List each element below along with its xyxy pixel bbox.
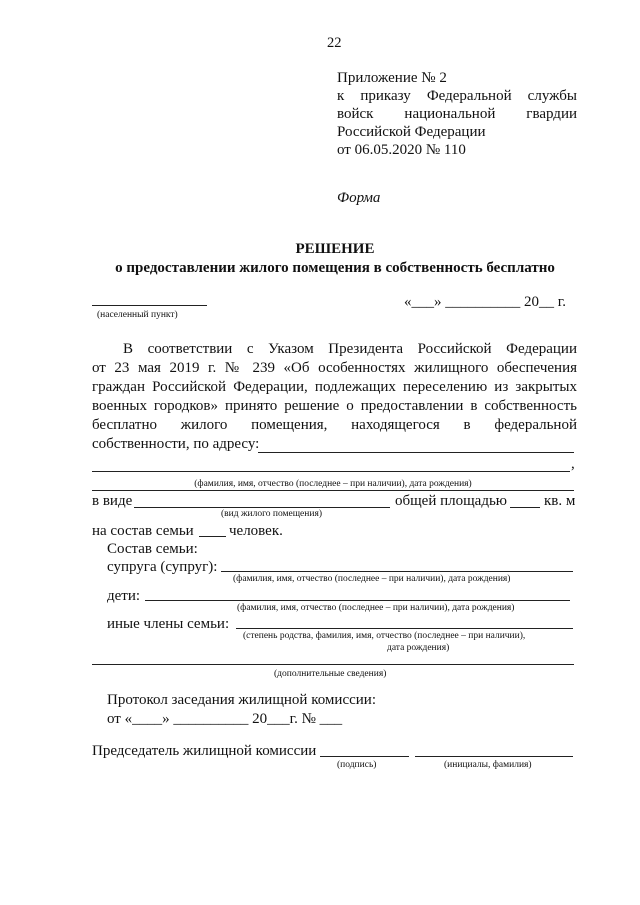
body-line: В соответствии с Указом Президента Российской Федерации bbox=[123, 341, 577, 357]
others-field[interactable] bbox=[236, 628, 573, 629]
body-line: граждан Российской Федерации, подлежащих переселению из закрытых bbox=[92, 379, 577, 395]
name-caption: (инициалы, фамилия) bbox=[444, 760, 532, 770]
form-label: Форма bbox=[337, 190, 381, 206]
signature-field[interactable] bbox=[320, 756, 409, 757]
housing-prefix: в виде bbox=[92, 493, 133, 509]
appendix-line: войск национальной гвардии bbox=[337, 106, 577, 122]
others-label: иные члены семьи: bbox=[107, 616, 230, 632]
protocol-date-field[interactable]: от «____» __________ 20___г. № ___ bbox=[107, 711, 343, 727]
area-label: общей площадью bbox=[395, 493, 508, 509]
address-field[interactable] bbox=[258, 452, 574, 453]
page-number: 22 bbox=[327, 35, 342, 51]
family-count-field[interactable] bbox=[199, 536, 226, 537]
children-field[interactable] bbox=[145, 600, 570, 601]
children-caption: (фамилия, имя, отчество (последнее – при наличии), дата рождения) bbox=[237, 603, 515, 613]
appendix-line: от 06.05.2020 № 110 bbox=[337, 142, 466, 158]
appendix-line: Российской Федерации bbox=[337, 124, 486, 140]
area-field[interactable] bbox=[510, 507, 540, 508]
family-composition-label: Состав семьи: bbox=[107, 541, 198, 557]
appendix-line: к приказу Федеральной службы bbox=[337, 88, 577, 104]
protocol-title: Протокол заседания жилищной комиссии: bbox=[107, 692, 376, 708]
body-line: военных городков» принято решение о предоставлении в собственность bbox=[92, 398, 577, 414]
place-caption: (населенный пункт) bbox=[97, 310, 178, 320]
signature-caption: (подпись) bbox=[337, 760, 377, 770]
additional-caption: (дополнительные сведения) bbox=[274, 669, 387, 679]
appendix-line: Приложение № 2 bbox=[337, 70, 447, 86]
spouse-field[interactable] bbox=[221, 571, 573, 572]
others-caption: (степень родства, фамилия, имя, отчество (последнее – при наличии), bbox=[243, 631, 526, 641]
chairman-label: Председатель жилищной комиссии bbox=[92, 743, 317, 759]
address-field-2[interactable] bbox=[92, 471, 570, 472]
children-label: дети: bbox=[107, 588, 141, 604]
others-caption: дата рождения) bbox=[387, 643, 450, 653]
body-line: собственности, по адресу: bbox=[92, 436, 260, 452]
address-comma: , bbox=[571, 456, 575, 472]
place-field[interactable] bbox=[92, 305, 207, 306]
body-line: бесплатно жилого помещения, находящегося в федеральной bbox=[92, 417, 577, 433]
additional-field[interactable] bbox=[92, 664, 574, 665]
spouse-label: супруга (супруг): bbox=[107, 559, 218, 575]
family-prefix: на состав семьи bbox=[92, 523, 194, 539]
document-title: РЕШЕНИЕ bbox=[295, 241, 375, 257]
body-line: от 23 мая 2019 г. № 239 «Об особенностях жилищного обеспечения bbox=[92, 360, 577, 376]
document-subtitle: о предоставлении жилого помещения в собственность бесплатно bbox=[115, 260, 555, 276]
housing-caption: (вид жилого помещения) bbox=[221, 509, 322, 519]
spouse-caption: (фамилия, имя, отчество (последнее – при наличии), дата рождения) bbox=[233, 574, 511, 584]
fio-caption: (фамилия, имя, отчество (последнее – при наличии), дата рождения) bbox=[194, 479, 472, 489]
area-unit: кв. м bbox=[544, 493, 576, 509]
chairman-name-field[interactable] bbox=[415, 756, 573, 757]
family-suffix: человек. bbox=[229, 523, 283, 539]
date-field[interactable]: «___» __________ 20__ г. bbox=[404, 294, 566, 310]
